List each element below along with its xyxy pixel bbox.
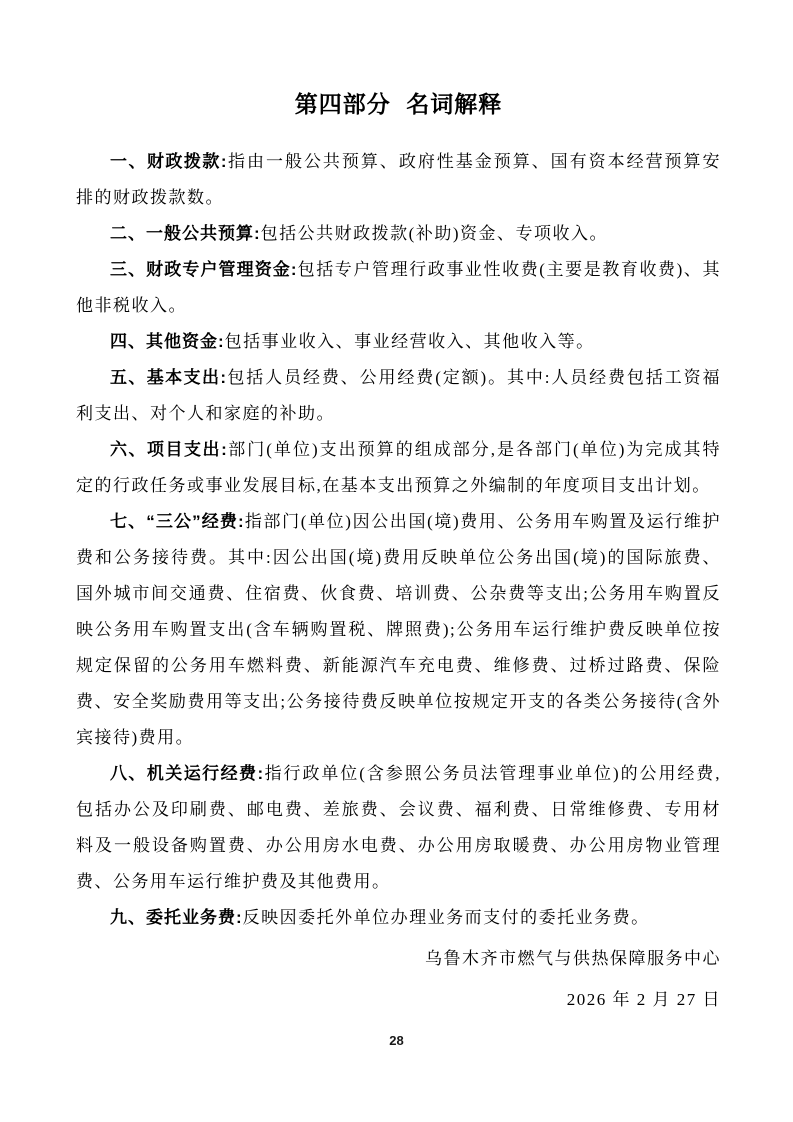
term-label: 四、其他资金: <box>110 332 225 351</box>
term-label: 三、财政专户管理资金: <box>110 260 298 279</box>
page-title: 第四部分 名词解释 <box>294 91 503 117</box>
term-paragraph-1 <box>76 144 721 216</box>
term-paragraph-3 <box>76 252 721 324</box>
term-definition: 指由一般公共预算、政府性基金预算、国有资本经营预算安排的财政拨款数。 <box>76 152 721 207</box>
term-label: 二、一般公共预算: <box>110 224 261 243</box>
term-label: 八、机关运行经费: <box>110 764 265 783</box>
term-definition: 指行政单位(含参照公务员法管理事业单位)的公用经费,包括办公及印刷费、邮电费、差旅费、会议费、福利费、日常维修费、专用材料及一般设备购置费、办公用房水电费、办公用房取暖费、办公用房物业管理费、公务用车运行维护费及其他费用。 <box>76 764 721 891</box>
signature-date: 2026 年 2 月 27 日 <box>566 990 721 1009</box>
term-definition: 包括人员经费、公用经费(定额)。其中:人员经费包括工资福利支出、对个人和家庭的补助。 <box>76 368 721 423</box>
term-paragraph-2 <box>76 216 721 252</box>
signature-block <box>76 938 721 1020</box>
term-paragraph-5 <box>76 360 721 432</box>
term-label: 六、项目支出: <box>110 440 228 459</box>
term-definition: 包括公共财政拨款(补助)资金、专项收入。 <box>260 224 608 243</box>
term-definition: 包括事业收入、事业经营收入、其他收入等。 <box>224 332 595 351</box>
term-label: 五、基本支出: <box>110 368 228 387</box>
term-paragraph-8 <box>76 756 721 900</box>
term-paragraph-9 <box>76 900 721 936</box>
page-number: 28 <box>389 1033 404 1048</box>
term-label: 七、“三公”经费: <box>110 512 245 531</box>
term-definition: 包括专户管理行政事业性收费(主要是教育收费)、其他非税收入。 <box>76 260 721 315</box>
term-label: 一、财政拨款: <box>110 152 228 171</box>
term-paragraph-7 <box>76 504 721 756</box>
signature-org: 乌鲁木齐市燃气与供热保障服务中心 <box>425 949 721 968</box>
term-definition: 反映因委托外单位办理业务而支付的委托业务费。 <box>242 908 650 927</box>
term-paragraph-6 <box>76 432 721 504</box>
term-definition: 指部门(单位)因公出国(境)费用、公务用车购置及运行维护费和公务接待费。其中:因公出国(境)费用反映单位公务出国(境)的国际旅费、国外城市间交通费、住宿费、伙食费、培训费、公杂费等支出;公务用车购置反映公务用车购置支出(含车辆购置税、牌照费);公务用车运行维护费反映单位按规定保留的公务用车燃料费、新能源汽车充电费、维修费、过桥过路费、保险费、安全奖励费用等支出;公务接待费反映单位按规定开支的各类公务接待(含外宾接待)费用。 <box>76 512 721 747</box>
term-definition: 部门(单位)支出预算的组成部分,是各部门(单位)为完成其特定的行政任务或事业发展目标,在基本支出预算之外编制的年度项目支出计划。 <box>76 440 721 495</box>
term-paragraph-4 <box>76 324 721 360</box>
term-label: 九、委托业务费: <box>110 908 243 927</box>
